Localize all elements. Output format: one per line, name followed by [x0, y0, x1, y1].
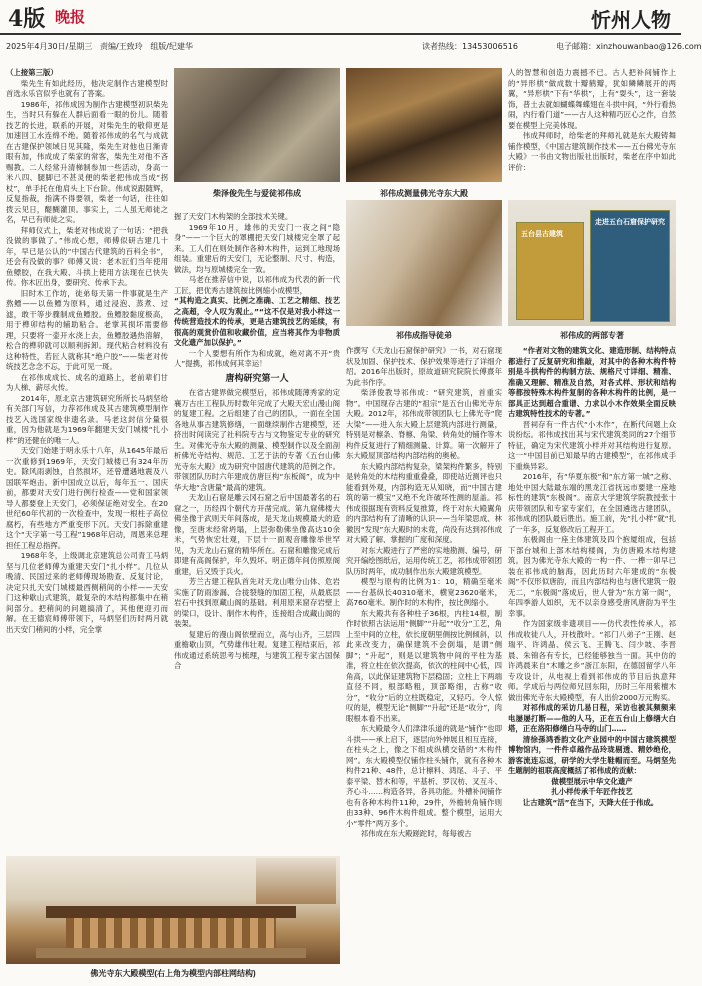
paragraph: 柴泽俊教导祁伟成：“研究建筑，首重实物”。中国现存古建的“祖宗”是五台山佛光寺东大殿。2012年，祁伟成带领团队七上佛光寺“爬大梁”——进入东大殿上层建筑内部进行测量，特别是对檩条、脊檩、角梁、转角处的铺作等木构件反复进行了精细测量、计算。第一次解开了东大殿屋顶部结构内部结构的奥秘。: [346, 388, 502, 460]
email-address: 电子邮箱：xinzhouwanbao@126.com: [556, 42, 702, 51]
paragraph: 对东大殿进行了严密的实地勘测、编号，研究开编绘图纸后，运用传统工艺，祁伟成带领团队历时两年，成功制作出东大殿建筑模型。: [346, 545, 502, 576]
article-column-4-top: [508, 68, 676, 194]
paragraph: 东极阁由一座主体建筑及四个抱厦组成，包括下部台城和上部木结构楼阁，为仿唐殿木结构建筑。因为佛光寺东大殿的一构一件、一榫一卯早已装在祁伟成的脑海，因此历时六年建成的“东极阁”不仅形似唐韵，而且内部结构也与唐代建筑一般无二，“东极阁”落成后，世人誉为“东方第一阁”，年四季游人如织，无不以亲身感受唐风唐韵为平生幸事。: [508, 535, 676, 618]
article-column-4-bottom: [508, 346, 676, 982]
designer-credit: 组版/纪建华: [150, 42, 194, 51]
model-inset-structure: [256, 858, 336, 904]
subheading: 唐构研究第一人: [225, 373, 289, 384]
paragraph: 在省古建界做完模型后，祁伟成随薄秀家的定襄万古庄工程队历时数年完成了大殿天宏山漫山阁的复建工程。之后组建了自己的团队，一面在全国各地从事古建筑修缮，一面继续制作古建模型，还挤出时间读完了社科院专古与文物鉴定专业的研究生。对佛光寺东大殿的测量、模型制作以及全面剖析佛光寺结构、规范、工艺于法的专著《五台山佛光寺东大殿》成为研究中国唐代建筑的范例之作。带领团队历时六年建成仿唐巨构“东板阁”，成为中华大地“含唐量”最高的建筑。: [174, 388, 340, 492]
paragraph: 复建后的漫山阁依壁而立，高与山齐，三层四重檐歇山顶，气势雄伟壮观。复建工程结束后，祁伟成通过系统思考与梳理，与建筑工程专家古国保合: [174, 629, 340, 670]
paragraph: 在祁伟成成长、成名的道路上，老前辈们甘为人梯、薪尽火传。: [6, 372, 168, 392]
closing-paragraph: 对祁伟成的采访几易日程，采访也被其频频来电屡屡打断——他的人马，正在五台山上修缮大白塔，正在洛阳修缮白马寺的山门……: [508, 703, 676, 733]
book-cover-2: [590, 210, 670, 322]
photo-two-books: [508, 200, 676, 326]
closing-paragraph: 让古建筑“活”在当下，天降大任于伟成。: [522, 797, 659, 807]
paragraph: 一个人要想有所作为和成就，绝对离不开“贵人”提携，祁伟成何其幸运！: [174, 348, 340, 368]
paragraph: 1986年，祁伟成因为制作古建模型初识柴先生，当时只有躲在人群后面看一眼的份儿。随着技艺的长进，联系的开展，对柴先生的敬仰更是加速回工水连绵不绝。随着祁伟成的名气与成就在古建保护领域日见其隆，柴先生对他也日渐青眼有加，伟成成了柴家的常客，柴先生对他不吝赐教。二人经常升清梯制参加一些活动，身高一米八四、腿脚已不甚灵便的柴老把伟成当成“拐杖”，单手托在他肩头上下台阶。伟成说跟随辉，反复指裁，指满不得要领，柴老一句话，往往如拨云见日，醍醐灌顶。事实上，二人虽无师徒之名，早已有师徒之实。: [6, 99, 168, 224]
page-number: 4版: [8, 6, 46, 32]
paragraph: 祁伟成在东大殿蹉跎时，每每被古: [360, 829, 472, 838]
model-base: [36, 948, 306, 958]
quote-paragraph: “作者对文物的建筑文化、建造形制、结构特点都进行了反复研究和推敲，对其中的各种木构件特别是斗拱构件的构制方法、规格尺寸详细、精准、准确又理解、精准及自然，对各式样、形状和结构等都按特殊木构件复制的各种木构件的比例，是一部具正达到超合重谱、力求以小木作效果全面反映古建筑特性技术的专著。”: [508, 346, 676, 418]
article-column-2: [174, 212, 340, 852]
paragraph: 东大殿内部结构复杂，梁架构件繁多，特别是转角处的木结构重重叠叠，即使站近测评也只能看到外观，内部构造无从知晓，而“中国古建筑的第一模宝”又绝不允许破坏性测的屋盖。祁伟成很据现有资料反复推算，终于对东大殿翼角的内部结构有了清晰的认识——当年梁思成、林徽因“发现”东大殿时的未竟，尚没有达到祁伟成对大殿了解、掌握的广度和深度。: [346, 461, 502, 544]
issue-date: 2025年4月30日/星期三: [6, 42, 93, 51]
paragraph: 握了天安门木构架的全部技术关键。: [174, 212, 293, 221]
page-header: [0, 0, 702, 56]
paragraph: 作撰写《天龙山石窟保护研究》一书，对石窟现状及加固、保护技术、保护效果等进行了详细介绍。2016年出版时，原故道研究院院长傅熹年为此书作序。: [346, 346, 502, 387]
quote-paragraph: “其构造之真实、比例之准确、工艺之精细、技艺之高超，令人叹为观止。”“这不仅是对我小样这一传统营造技术的传承，更是古建筑技艺的延续，有很高的观赏价值和收藏价值，应当将其作为非物质文化遗产加以保护。”: [174, 296, 340, 347]
paragraph: 作为国家级非遗项目——仿代表性传承人，祁伟成收徒八人，开枝散叶。“祁门八弟子”王刚、赵瑞平、许鸿晶、侯云飞、王腾飞、闫少坡、李晋晨、朱锦各有专长，已经能够独当一面。其中仿的许鸿晨来自“木雕之乡”浙江东阳，在德国留学八年专攻设计，从电视上看到祁伟成的节目后执意拜师。学成后与两位师兄回东阳，历时三年用紫檀木做出佛光寺东大殿模型，有人出价2000万元购买。: [508, 619, 676, 702]
book-title-1: 五台县古建筑: [521, 231, 563, 238]
reader-hotline: 读者热线：13453006516: [422, 42, 518, 51]
paragraph: 模型与原构的比例为1：10，精确至毫米——台基纵长40310毫米，横宽23620毫米，高760毫米。制作时的木构件，按比例缩小。: [346, 577, 502, 607]
paragraph: 拜师仪式上，柴老对伟成说了一句话：“把我没做的事做了。”伟成心想，师傅似研古建几十年，早已是公认的“中国古代建筑的百科全书”，还会有没做的事？师傅又说：老木匠们当年使用鱼鳔胶，在我大殿、斗拱上使用方法现在已快失传。你木匠出身，要研究、传承下去。: [6, 225, 168, 287]
paragraph: 马老在推荐信中说，以祁伟成为代表的新一代工匠，把优秀古建筑按比例缩小成模型，: [174, 275, 340, 295]
paragraph: 人的智慧和创造力震撼不已。古人把补间铺作上的“异形栱”做成数十瓣鹤瓣，犹如鳞鳞展开的两翼，“异形栱”下有“华栱”，上有“耍头”，这一套装饰，普土去就如蝴蝶舞蝶翅在斗拱中间，“外行看热闹，内行看门道”——古人这种精巧匠心之作，自然要在模型上完美体现。: [508, 68, 676, 130]
article-column-3: [346, 346, 502, 982]
caption-photo1: 柴泽俊先生与爱徒祁伟成: [213, 189, 301, 198]
caption-photo5: 佛光寺东大殿模型(右上角为模型内部柱网结构): [90, 969, 256, 978]
photo-measuring-hall: [346, 68, 502, 182]
date-line: [6, 41, 193, 52]
caption-photo4: 祁伟成的两部专著: [560, 331, 624, 340]
caption-photo3: 祁伟成指导徒弟: [396, 331, 452, 340]
paragraph: 东大殿最令人们津津乐道的就是“铺作”也即斗拱——承上启下，逐层向外伸展且相互连接，在柱头之上，像之下组成纵横交错的“木构件网”。东大殿模型仅铺作柱头铺作，就有各种木构件21种、48件，总计檩料、鸿尾、斗子、平泰平梁、替木和等，平基析、罗汉枋、叉互斗、齐心斗……构造各异，各具功能。外槽补间铺作也有各种木构件11种，29件，外檐转角铺作则由33种、96件木构件组成。整个模型，运用大小“零件”两万多个。: [346, 724, 502, 828]
book-title-2: 走进五台石窟保护研究: [595, 219, 665, 226]
editor-credit: 责编/王致玲: [99, 42, 143, 51]
couplet-line-1: 做模型展示中华文化遗产: [551, 776, 633, 786]
couplet-line-2: 扎小样传承千年匠作技艺: [551, 787, 633, 796]
paragraph: 晋祠存有一件古代“小木作”，在断代问题上众说纷纭。祁伟成找出其与宋代建筑类同的27个细节特征，确定为宋代建筑小样并对其结构进行复原。这一“中国目前已知最早的古建模型”，在祁伟成手下重焕异彩。: [508, 419, 676, 471]
caption-photo2: 祁伟成测量佛光寺东大殿: [380, 189, 468, 198]
paragraph: 旧时木工作坊，徒弟每天第一件事就是生产熬鳔——以鱼鳔为原料，通过浸泡、蒸煮、过滤，敢干等步骤制成鱼鳔胶。鱼鳔胶黏度极高，用于榫卯结构的辅助粘合。老掌其损坏需要修理，只要将一壶开水浇上去，鱼鳔胶遇热溶解，松合的榫卯就可以顺利拆卸。现代粘合材料没有这种特性，若匠人就称其“绝户胶”——柴老对传统技艺念念不忘，于此可见一斑。: [6, 288, 168, 371]
model-roof: [46, 906, 296, 918]
paragraph: 天安门始建于明永乐十八年，从1645年最后一次重修到1969年，天安门城楼已有324年历史。除风雨剥蚀，自然损坏，还曾遭遇地震及八国联军炮击。新中国成立以后，每年五一、国庆前，都要对天安门进行例行检查——党和国家领导人都要登上天安门，必须保证绝对安全。在20世纪60年代初的一次检查中，发现一根柱子高位腐朽，有些地方严重变形下沉。天安门拆除重建这个“天字第一号工程”1968年启动，周恩来总理担任工程总指挥。: [6, 446, 168, 550]
newspaper-logo: 晚报: [55, 8, 86, 26]
closing-paragraph: 清徐孫鸿香韵文化产业园中的中国古建筑模型博物馆内，一件件卓越作品玲珑剔透、精妙绝伦，游客流连忘返，研学的大学生鞋帽而至。马炳坚先生题制的祖联高度概括了祁伟成的贡献：: [508, 734, 676, 775]
paragraph: 1968年冬，上级调北京建筑总公司青工马炳坚与几位老师傅为重建天安门“扎小样”。几位从晚清、民国过来的老师傅现场勘查、反复讨论，决定只扎天安门城楼最西侧稍间的小样——天安门这种歇山式建筑，最复杂的木结构都集中在稍间部分。把稍间的问题搞清了，其他便迎刃而解。在王德宸师傅带领下，马炳坚们历时两月就出天安门稍间的小样，完全掌: [6, 551, 168, 634]
model-body: [66, 918, 276, 948]
paragraph: 东大殿共有各种柱子36根，内柱14根，制作时依照古法运用“侧脚”“升起”“收分”工艺，角上至中间的立柱，依长度朝里侧按比例倾斜，以此来改变力，确保建筑不会倒塌，是谓“侧脚”；“升起”，则是以建筑物中间的平柱为基准，将立柱在依次提高，依次的柱间中心低，四角高，以此保证建筑物下层稳固；立柱上下两端直径不同，根部略粗，顶部略细，古称“收分”，“收分”后的立柱既稳定，又轻巧。令人惊叹的是，模型无论“侧脚”“升起”还是“收分”，肉眼根本看不出来。: [346, 608, 503, 723]
paragraph: 2016年，有“华夏东极”和“东方第一城”之称、地处中国大陆最东端的黑龙江省抚远市要建一座地标性的建筑“东极阁”。南京大学建筑学院教授张十庆带领团队和专家专家们，在全国遴选古建团队，祁伟成的团队最后胜出。施工前，先“扎小样”就“扎了一年多，反复修改后工程开工。: [508, 472, 676, 534]
paragraph: 柴先生有如此经历，他决定制作古建模型时首选永乐宫似乎也就有了答案。: [6, 78, 168, 98]
paragraph: 芳兰古建工程队首先对天龙山唯分山体、危岩实施了防雨渗漏、合拢裂缝的加固工程，从最底层岩石中找到原藏山阁的基础。利用原来窟存岩壁上的梁口，设计、制作木构件，连接组合成藏山阁的装架。: [174, 577, 340, 628]
section-title: 忻州人物: [591, 8, 671, 32]
photo-hall-model: [6, 856, 340, 964]
paragraph: 伟成拜师时，给柴老的拜师礼就是东大殿铸舞铺作模型，《中国古建筑制作技术——五台佛光寺东大殿》一书由文物出版社出版时，柴老在序中如此评价：: [508, 131, 676, 172]
book-cover-1: [516, 222, 584, 320]
photo-guiding-apprentice: [346, 200, 502, 326]
photo-chai-and-qi: [174, 68, 340, 182]
paragraph: 天龙山石窟是雕云冈石窟之后中国最著名的石窟之一，历经四个朝代方开凿完成。第九窟佛楼大佛坐像于武则天年间落成，是天龙山规模最大的造像，至唐末经常坍塌，上层弥勒佛坐像高达10余米，气势恢宏壮观，下层十一面观音雕像举世罕见，为天龙山石窟的精华所在。石窟和雕像完成后即建有高阁保护，年久毁坏。明正德年间仿照原阁重建，后又毁于兵火。: [174, 493, 340, 576]
paragraph: 1969年10月，雄伟的天安门一夜之间“隐身”——一个巨大的罩棚把天安门城楼完全罩了起来。工人们在则处制作各种木构件，运到工地现场组装。重建后的天安门，无论整制、尺寸、构造，做法，均与原城楼完全一致。: [174, 222, 340, 274]
article-column-1: [6, 68, 168, 848]
continued-note: （上接第三版）: [6, 68, 58, 77]
paragraph: 2014年，原北京古建筑研究所所长马炳坚给有关部门写信，力荐祁伟成及其古建筑模型制作技艺入选国家级非遗名录。马老这封信分量很重，因为他就是为1969年翻建天安门城楼“扎小样”的还健在的唯一人。: [6, 393, 168, 445]
header-divider: [0, 33, 681, 35]
